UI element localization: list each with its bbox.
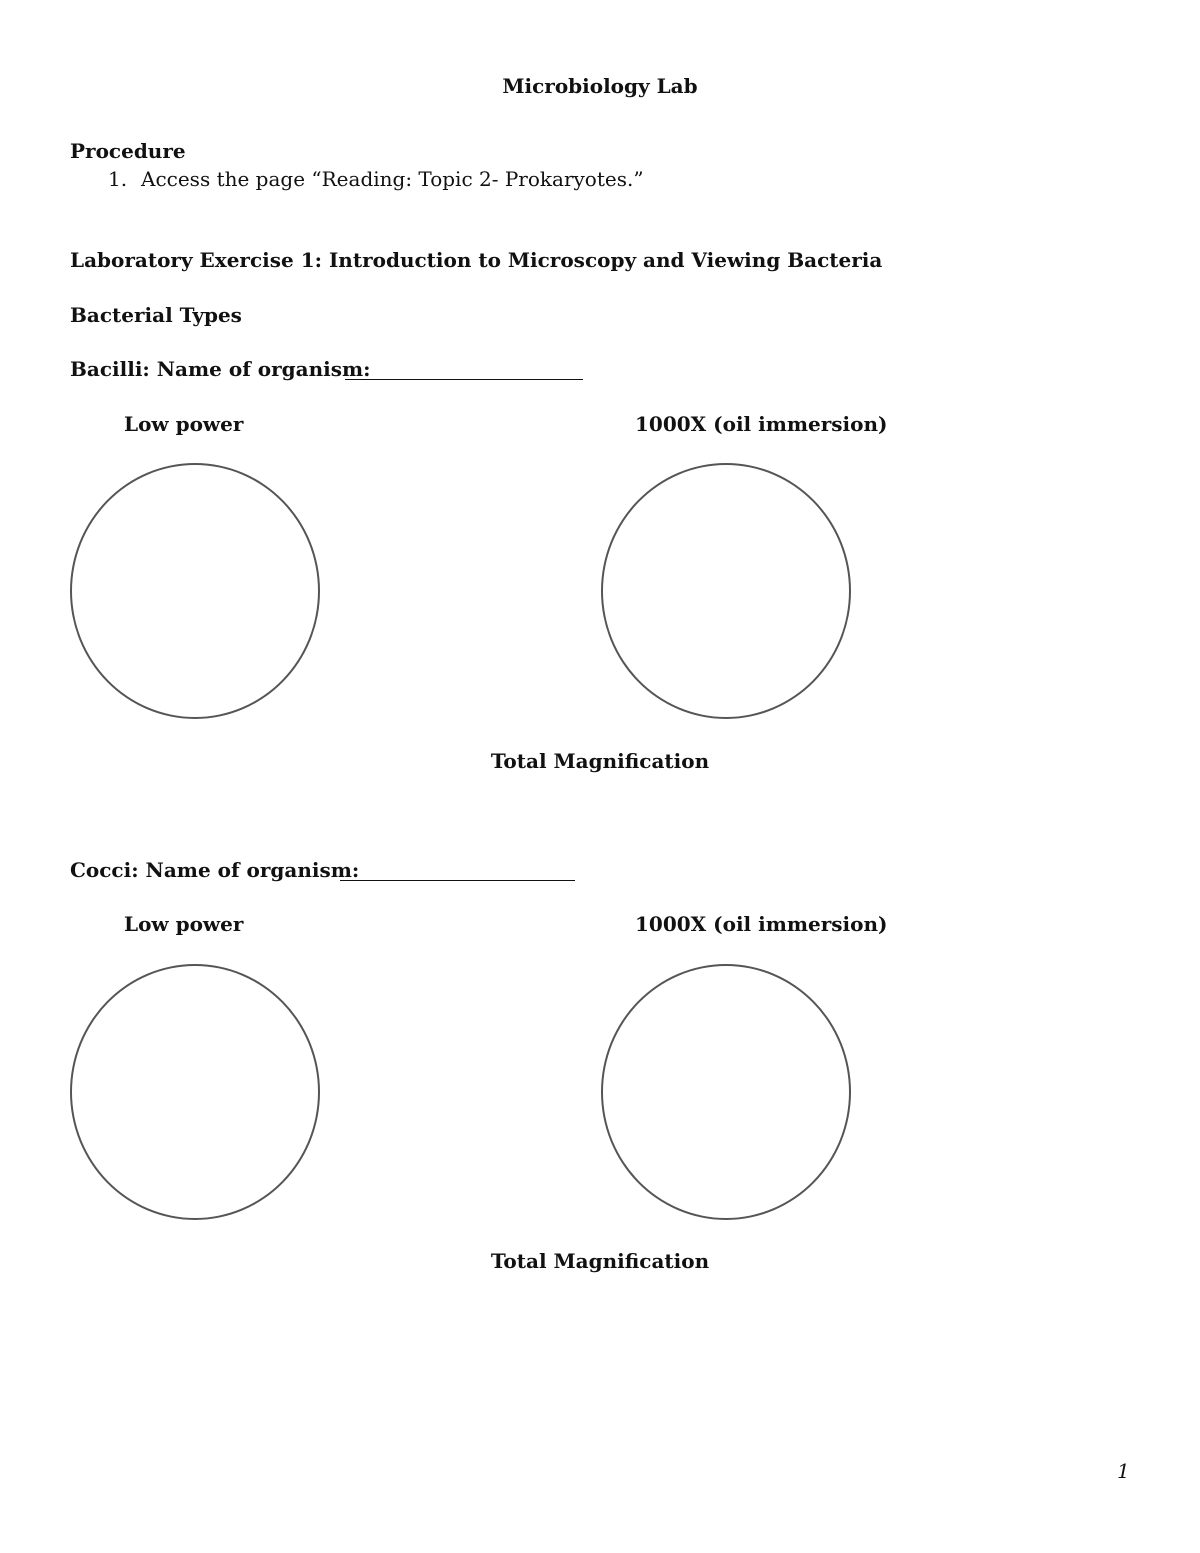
cocci-1000x-field-circle[interactable] [601,964,851,1220]
bacilli-1000x-field-circle[interactable] [601,463,851,719]
bacilli-1000x-label: 1000X (oil immersion) [635,412,888,436]
bacilli-low-power-label: Low power [124,412,244,436]
cocci-organism-label: Cocci: Name of organism: [70,858,360,882]
bacilli-organism-label: Bacilli: Name of organism: [70,357,371,381]
cocci-low-power-label: Low power [124,912,244,936]
exercise-heading: Laboratory Exercise 1: Introduction to Microscopy and Viewing Bacteria [70,248,883,272]
bacilli-low-power-field-circle[interactable] [70,463,320,719]
document-title: Microbiology Lab [502,74,698,98]
cocci-low-power-field-circle[interactable] [70,964,320,1220]
bacilli-total-magnification: Total Magnification [490,749,710,773]
bacterial-types-heading: Bacterial Types [70,303,242,327]
cocci-total-magnification: Total Magnification [490,1249,710,1273]
procedure-step-number: 1. [108,167,128,191]
cocci-organism-blank[interactable] [340,879,575,881]
page-number: 1 [1117,1459,1130,1483]
procedure-step-text: Access the page “Reading: Topic 2- Prokaryotes.” [141,167,644,191]
cocci-1000x-label: 1000X (oil immersion) [635,912,888,936]
procedure-heading: Procedure [70,139,186,163]
bacilli-organism-blank[interactable] [345,378,583,380]
